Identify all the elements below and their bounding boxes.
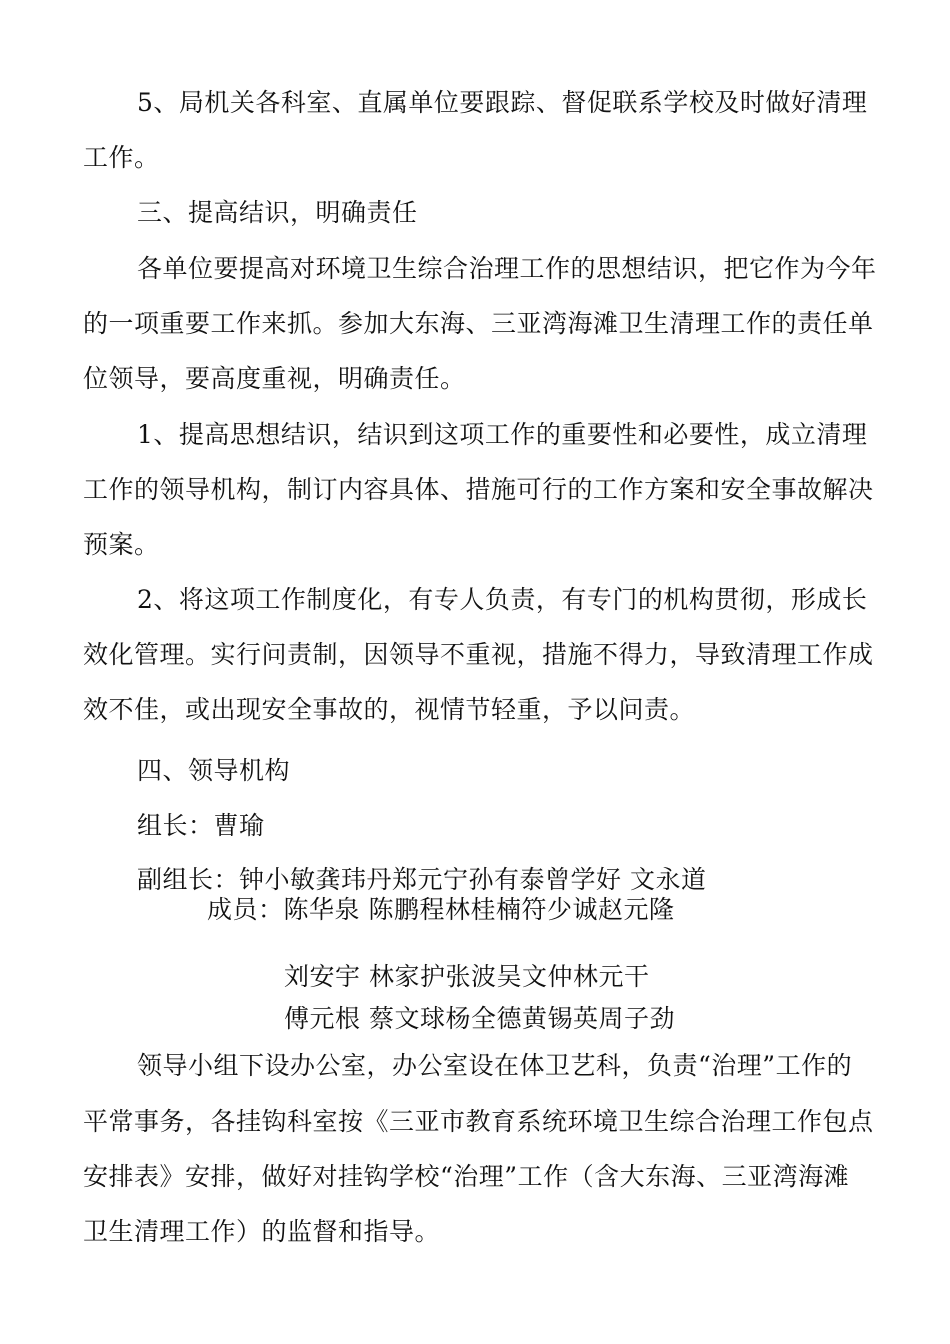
item2-line3: 效不佳，或出现安全事故的，视情节轻重，予以问责。: [83, 695, 696, 724]
para5-line1: 5、局机关各科室、直属单位要跟踪、督促联系学校及时做好清理: [137, 88, 868, 117]
item2-line1: 2、将这项工作制度化，有专人负责，有专门的机构贯彻，形成长: [137, 585, 868, 614]
members-line2: 刘安宇 林家护张波吴文仲林元干: [284, 962, 650, 991]
item2-line2: 效化管理。实行问责制，因领导不重视，措施不得力，导致清理工作成: [83, 640, 874, 669]
item1-line1: 1、提高思想结识，结识到这项工作的重要性和必要性，成立清理: [137, 420, 868, 449]
members-line1: 成员：陈华泉 陈鹏程林桂楠符少诚赵元隆: [207, 895, 675, 924]
office-para-line1: 领导小组下设办公室，办公室设在体卫艺科，负责“治理”工作的: [137, 1051, 853, 1080]
item1-line3: 预案。: [83, 530, 160, 559]
para-awareness-line1: 各单位要提高对环境卫生综合治理工作的思想结识，把它作为今年: [137, 254, 877, 283]
leader-line: 组长：曹瑜: [137, 811, 265, 840]
members-line3: 傅元根 蔡文球杨全德黄锡英周子劲: [284, 1004, 675, 1033]
section-heading-3: 三、提高结识，明确责任: [137, 198, 418, 227]
office-para-line4: 卫生清理工作）的监督和指导。: [83, 1217, 441, 1246]
para-awareness-line3: 位领导，要高度重视，明确责任。: [83, 364, 466, 393]
office-para-line3: 安排表》安排，做好对挂钩学校“治理”工作（含大东海、三亚湾海滩: [83, 1162, 850, 1191]
item1-line2: 工作的领导机构，制订内容具体、措施可行的工作方案和安全事故解决: [83, 475, 874, 504]
section-heading-4: 四、领导机构: [137, 756, 291, 785]
para5-line2: 工作。: [83, 143, 160, 172]
deputy-line: 副组长：钟小敏龚玮丹郑元宁孙有泰曾学好 文永道: [137, 865, 707, 894]
office-para-line2: 平常事务，各挂钩科室按《三亚市教育系统环境卫生综合治理工作包点: [83, 1107, 874, 1136]
para-awareness-line2: 的一项重要工作来抓。参加大东海、三亚湾海滩卫生清理工作的责任单: [83, 309, 874, 338]
